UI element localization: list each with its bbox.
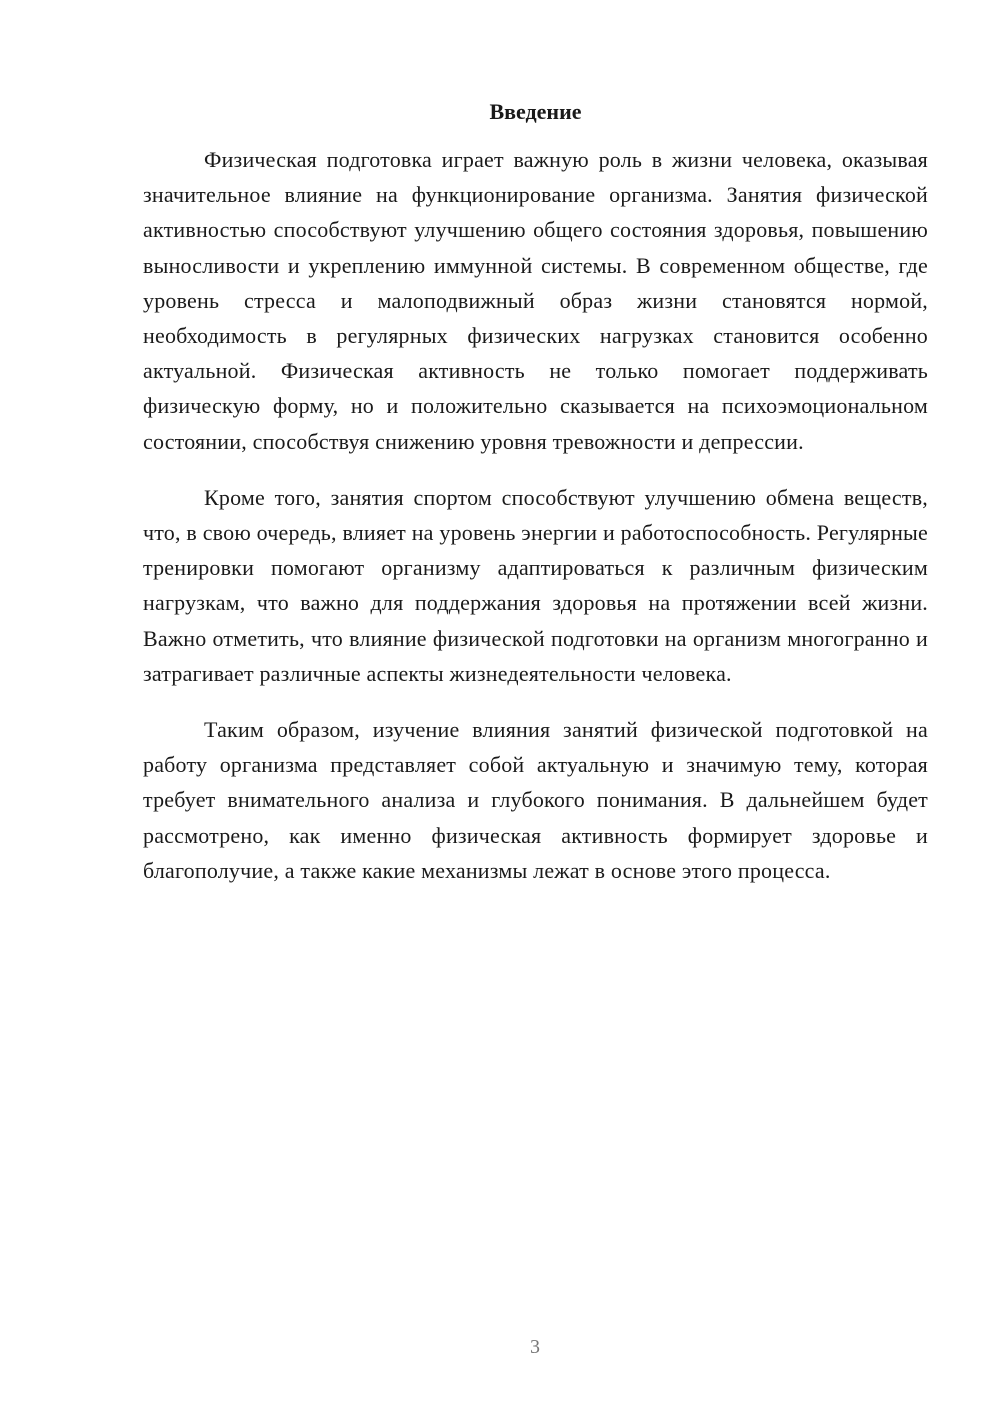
body-text: [143, 142, 928, 909]
paragraph-1: Физическая подготовка играет важную роль в жизни человека, оказывая значительное влияние на функционирование организма. Занятия физической активностью способствуют улучшению общего состояния здоровья, повышению выносливости и укреплению иммунной системы. В современном обществе, где уровень стресса и малоподвижный образ жизни становятся нормой, необходимость в регулярных физических нагрузках становится особенно актуальной. Физическая активность не только помогает поддерживать физическую форму, но и положительно сказывается на психоэмоциональном состоянии, способствуя снижению уровня тревожности и депрессии.: [143, 147, 928, 454]
page-number: 3: [530, 1336, 540, 1358]
section-title: Введение: [489, 99, 582, 124]
paragraph-3: Таким образом, изучение влияния занятий физической подготовкой на работу организма представляет собой актуальную и значимую тему, которая требует внимательного анализа и глубокого понимания. В дальнейшем будет рассмотрено, как именно физическая активность формирует здоровье и благополучие, а также какие механизмы лежат в основе этого процесса.: [143, 717, 928, 883]
paragraph-2: Кроме того, занятия спортом способствуют улучшению обмена веществ, что, в свою очередь, влияет на уровень энергии и работоспособность. Регулярные тренировки помогают организму адаптироваться к различным физическим нагрузкам, что важно для поддержания здоровья на протяжении всей жизни. Важно отметить, что влияние физической подготовки на организм многогранно и затрагивает различные аспекты жизнедеятельности человека.: [143, 484, 928, 686]
